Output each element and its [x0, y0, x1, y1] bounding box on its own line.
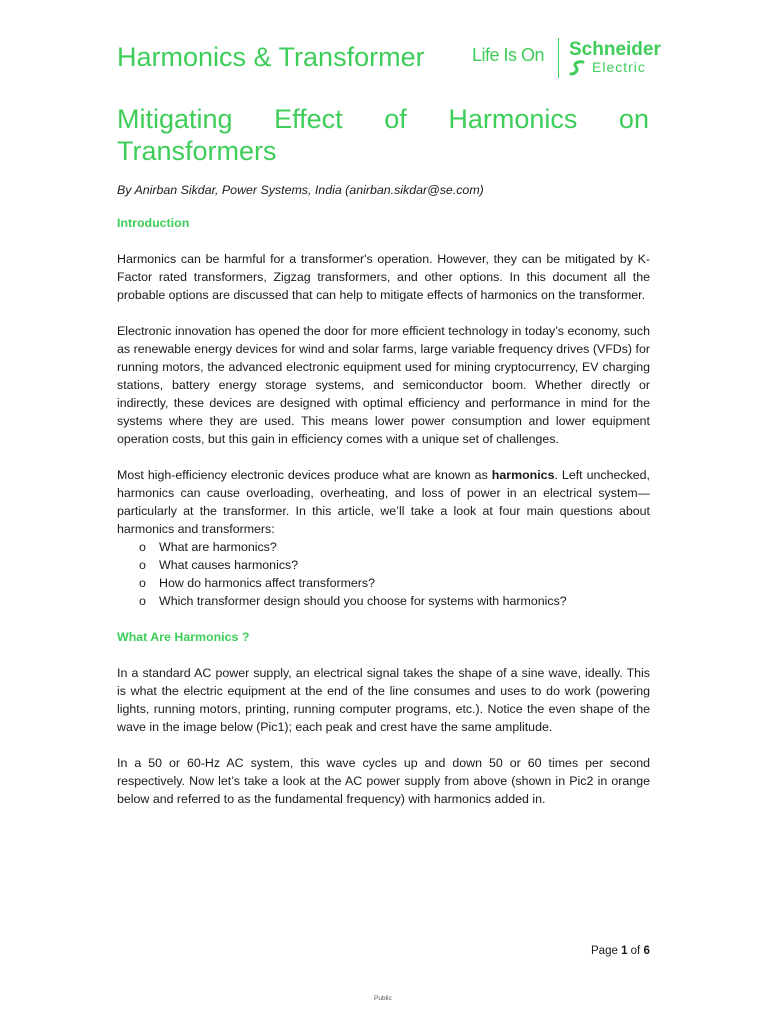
logo-brand-sub: Electric [592, 59, 646, 75]
title-word: of [384, 104, 407, 134]
list-item [117, 556, 650, 574]
list-item [117, 592, 650, 610]
title-word: on [618, 104, 649, 134]
page-number [591, 945, 650, 957]
bullet-marker: o [139, 576, 146, 590]
page-current: 1 [621, 945, 628, 957]
classification-label: Public [374, 995, 392, 1002]
title-word: Mitigating [117, 104, 233, 134]
page-total: 6 [643, 945, 650, 957]
bold-term: harmonics [491, 468, 555, 482]
bullet-marker: o [139, 594, 146, 608]
paragraph-text: Most high-efficiency electronic devices produce what are known as [117, 468, 492, 482]
page-label: Page [591, 945, 622, 957]
document-title [117, 103, 649, 167]
bullet-marker: o [139, 558, 146, 572]
paragraph: In a 50 or 60-Hz AC system, this wave cycles up and down 50 or 60 times per second respectively. Now let’s take a look at the AC power supply from above (shown in Pic2 in orange below and referred to as the fundamental frequency) with harmonics added in. [117, 756, 650, 806]
logo-brand-name: Schneider [569, 39, 661, 60]
section-heading-what-are-harmonics: What Are Harmonics ? [117, 630, 250, 644]
list-item [117, 538, 650, 556]
paragraph [117, 466, 650, 538]
life-is-on-tagline: Life Is On [472, 45, 545, 65]
paragraph-text: . Left unchecked, harmonics can cause overloading, overheating, and loss of power in an electrical system—particularly at the transformer. In this article, we’ll take a look at four main questions about harmonics and transformers: [117, 468, 650, 536]
list-item-text: What are harmonics? [159, 540, 277, 554]
schneider-mark-icon [569, 60, 589, 76]
byline: By Anirban Sikdar, Power Systems, India (anirban.sikdar@se.com) [117, 183, 484, 197]
list-item-text: Which transformer design should you choose for systems with harmonics? [159, 594, 567, 608]
header-title: Harmonics & Transformer [117, 42, 425, 72]
paragraph: In a standard AC power supply, an electrical signal takes the shape of a sine wave, ideally. This is what the electric equipment at the end of the line consumes and uses to do work (powering lights, running motors, printing, running computer programs, etc.). Notice the even shape of the wave in the image below (Pic1); each peak and crest have the same amplitude. [117, 666, 650, 734]
bullet-marker: o [139, 540, 146, 554]
document-title-line-2: Transformers [117, 136, 277, 166]
document-body [117, 181, 650, 826]
section-heading-introduction: Introduction [117, 216, 190, 230]
document-title-line-1 [117, 103, 649, 135]
title-word: Effect [274, 104, 343, 134]
paragraph: Harmonics can be harmful for a transformer's operation. However, they can be mitigated by K-Factor rated transformers, Zigzag transformers, and other options. In this document all the probable options are discussed that can help to mitigate effects of harmonics on the transformer. [117, 252, 650, 302]
title-word: Harmonics [448, 104, 578, 134]
list-item-text: How do harmonics affect transformers? [159, 576, 376, 590]
page-of: of [627, 945, 644, 957]
list-item [117, 574, 650, 592]
question-list [117, 538, 650, 610]
paragraph: Electronic innovation has opened the door for more efficient technology in today’s economy, such as renewable energy devices for wind and solar farms, large variable frequency drives (VFDs) for running motors, the advanced electronic equipment used for mining cryptocurrency, EV charging stations, battery energy storage systems, and semiconductor boom. Whether directly or indirectly, these devices are designed with optimal efficiency and performance in mind for the systems where they are used. This means lower power consumption and lower equipment operation costs, but this gain in efficiency comes with a unique set of challenges. [117, 324, 650, 446]
logo-divider [558, 38, 559, 78]
list-item-text: What causes harmonics? [159, 558, 299, 572]
schneider-electric-logo [470, 38, 680, 82]
